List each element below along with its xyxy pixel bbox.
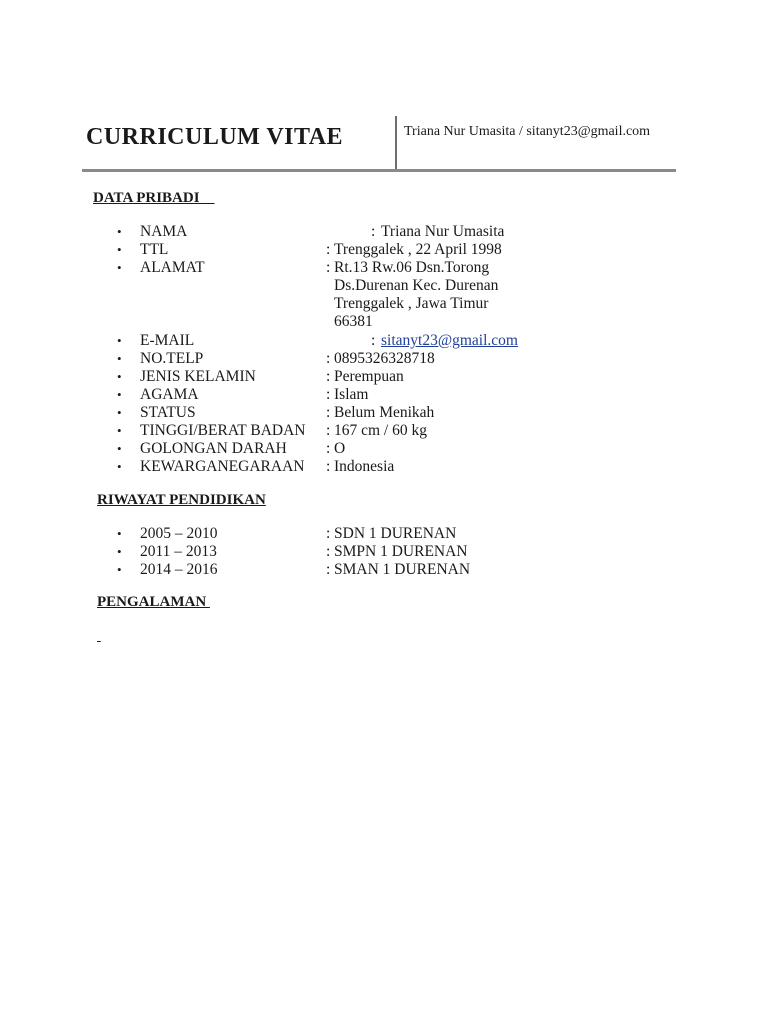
bullet-icon: • bbox=[117, 441, 122, 456]
field-value: Islam bbox=[334, 386, 369, 403]
bullet-icon: • bbox=[117, 242, 122, 257]
field-value: 0895326328718 bbox=[334, 350, 435, 367]
bullet-icon: • bbox=[117, 405, 122, 420]
field-colon: : bbox=[371, 332, 376, 349]
section-heading-pengalaman: PENGALAMAN bbox=[97, 594, 210, 610]
bullet-icon: • bbox=[117, 351, 122, 366]
list-item-ttl bbox=[0, 241, 768, 259]
field-colon: : bbox=[326, 440, 331, 457]
bullet-icon: • bbox=[117, 369, 122, 384]
field-label: KEWARGANEGARAAN bbox=[140, 458, 305, 475]
address-line-2: Ds.Durenan Kec. Durenan bbox=[334, 277, 499, 294]
list-item-agama bbox=[0, 386, 768, 404]
address-postal-code: 66381 bbox=[334, 313, 373, 330]
bullet-icon: • bbox=[117, 423, 122, 438]
field-value: Belum Menikah bbox=[334, 404, 435, 421]
education-school: SMPN 1 DURENAN bbox=[334, 543, 468, 560]
field-colon: : bbox=[326, 458, 331, 475]
field-label: STATUS bbox=[140, 404, 196, 421]
field-label: E-MAIL bbox=[140, 332, 195, 349]
list-item-education-3 bbox=[0, 561, 768, 579]
bullet-icon: • bbox=[117, 387, 122, 402]
list-item-tinggi-berat bbox=[0, 422, 768, 440]
section-heading-riwayat-pendidikan: RIWAYAT PENDIDIKAN bbox=[97, 492, 266, 508]
title-word-2: VITAE bbox=[266, 124, 344, 150]
document-title bbox=[86, 124, 343, 151]
email-link[interactable]: sitanyt23@gmail.com bbox=[381, 332, 518, 349]
field-label: GOLONGAN DARAH bbox=[140, 440, 287, 457]
list-item-nama bbox=[0, 223, 768, 241]
field-value: Triana Nur Umasita bbox=[381, 223, 505, 240]
header-name-email: Triana Nur Umasita / sitanyt23@gmail.com bbox=[404, 124, 651, 139]
list-item-status bbox=[0, 404, 768, 422]
field-label: NO.TELP bbox=[140, 350, 204, 367]
field-colon: : bbox=[326, 561, 331, 578]
list-item-kewarganegaraan bbox=[0, 458, 768, 476]
field-colon: : bbox=[326, 241, 331, 258]
field-colon: : bbox=[326, 368, 331, 385]
field-value: Indonesia bbox=[334, 458, 395, 475]
title-word-1: CURRICULUM bbox=[86, 124, 261, 150]
list-item-alamat bbox=[0, 259, 768, 277]
bullet-icon: • bbox=[117, 459, 122, 474]
field-colon: : bbox=[326, 525, 331, 542]
field-label: TINGGI/BERAT BADAN bbox=[140, 422, 306, 439]
bullet-icon: • bbox=[117, 224, 122, 239]
field-colon: : bbox=[371, 223, 376, 240]
education-school: SMAN 1 DURENAN bbox=[334, 561, 471, 578]
section-heading-data-pribadi: DATA PRIBADI bbox=[93, 190, 215, 206]
bullet-icon: • bbox=[117, 333, 122, 348]
bullet-icon: • bbox=[117, 260, 122, 275]
list-item-education-1 bbox=[0, 525, 768, 543]
field-value: Perempuan bbox=[334, 368, 404, 385]
bullet-icon: • bbox=[117, 526, 122, 541]
field-label: AGAMA bbox=[140, 386, 199, 403]
list-item-email bbox=[0, 332, 768, 350]
field-value: O bbox=[334, 440, 346, 457]
field-colon: : bbox=[326, 259, 331, 276]
list-item-no-telp bbox=[0, 350, 768, 368]
header-vertical-divider bbox=[395, 116, 397, 170]
field-value: 167 cm / 60 kg bbox=[334, 422, 427, 439]
field-label: JENIS KELAMIN bbox=[140, 368, 256, 385]
field-label: NAMA bbox=[140, 223, 188, 240]
field-value: Trenggalek , 22 April 1998 bbox=[334, 241, 502, 258]
list-item-golongan-darah bbox=[0, 440, 768, 458]
field-colon: : bbox=[326, 386, 331, 403]
address-line-3: Trenggalek , Jawa Timur bbox=[334, 295, 489, 312]
field-colon: : bbox=[326, 543, 331, 560]
bullet-icon: • bbox=[117, 562, 122, 577]
field-label: ALAMAT bbox=[140, 259, 205, 276]
field-label: TTL bbox=[140, 241, 169, 258]
pengalaman-empty-entry bbox=[97, 628, 101, 645]
education-years: 2014 – 2016 bbox=[140, 561, 218, 578]
field-value: Rt.13 Rw.06 Dsn.Torong bbox=[334, 259, 490, 276]
education-school: SDN 1 DURENAN bbox=[334, 525, 457, 542]
field-colon: : bbox=[326, 422, 331, 439]
list-item-jenis-kelamin bbox=[0, 368, 768, 386]
field-colon: : bbox=[326, 404, 331, 421]
education-years: 2011 – 2013 bbox=[140, 543, 217, 560]
bullet-icon: • bbox=[117, 544, 122, 559]
header-horizontal-divider bbox=[82, 169, 676, 172]
education-years: 2005 – 2010 bbox=[140, 525, 218, 542]
field-colon: : bbox=[326, 350, 331, 367]
list-item-education-2 bbox=[0, 543, 768, 561]
